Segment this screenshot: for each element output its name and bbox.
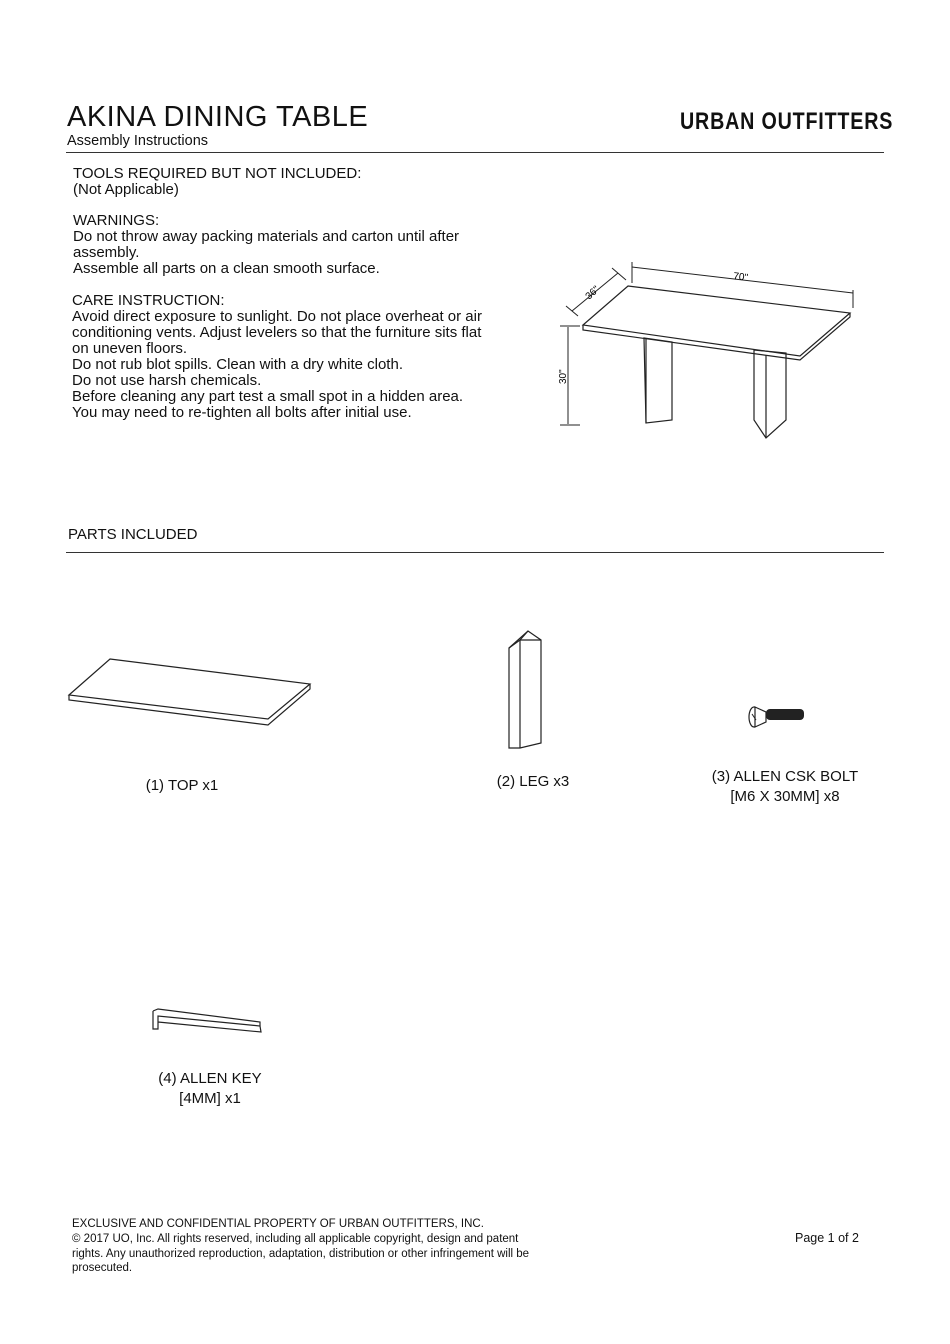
care-line: Do not use harsh chemicals. [72,372,262,389]
part-3-caption [695,767,875,807]
care-line: Before cleaning any part test a small spot in a hidden area. [72,388,464,405]
care-line: Do not rub blot spills. Clean with a dry white cloth. [72,356,403,373]
part-2-label: (2) LEG x3 [496,773,570,790]
warnings-line: assembly. [73,244,140,261]
part-3-spec: [M6 X 30MM] x8 [730,788,840,805]
allen-key-icon [153,1009,261,1032]
part-1-label: (1) TOP x1 [145,777,219,794]
footer-line: EXCLUSIVE AND CONFIDENTIAL PROPERTY OF URBAN OUTFITTERS, INC. [72,1218,484,1230]
warnings-line: Do not throw away packing materials and carton until after [73,228,460,245]
tools-value: (Not Applicable) [73,181,179,198]
leg-icon [509,631,541,748]
footer-line: © 2017 UO, Inc. All rights reserved, including all applicable copyright, design and patent [72,1232,519,1245]
footer-line: rights. Any unauthorized reproduction, adaptation, distribution or other infringement will be [72,1247,530,1260]
part-4-caption [140,1069,280,1109]
footer-legal [72,1217,572,1276]
width-label: 70" [732,271,749,284]
depth-label: 36" [583,284,602,303]
care-line: on uneven floors. [72,340,188,357]
table-top-icon [69,659,310,725]
warnings-line: Assemble all parts on a clean smooth surface. [73,260,380,277]
brand-logo: URBAN OUTFITTERS [680,108,894,135]
part-3-label: (3) ALLEN CSK BOLT [711,768,859,785]
document-subtitle: Assembly Instructions [67,133,209,149]
page-number: Page 1 of 2 [795,1231,859,1245]
parts-heading: PARTS INCLUDED [68,526,198,543]
care-line: You may need to re-tighten all bolts after initial use. [72,404,412,421]
tools-heading: TOOLS REQUIRED BUT NOT INCLUDED: [73,165,362,182]
care-line: Avoid direct exposure to sunlight. Do not place overheat or air [72,308,482,325]
height-label: 30" [558,369,569,384]
part-1-caption [132,776,232,796]
care-heading: CARE INSTRUCTION: [72,292,225,309]
part-4-label: (4) ALLEN KEY [158,1070,262,1087]
care-line: conditioning vents. Adjust levelers so that the furniture sits flat [72,324,482,341]
bolt-icon [749,707,804,727]
document-title: AKINA DINING TABLE [67,101,369,133]
part-2-caption [483,772,583,792]
warnings-heading: WARNINGS: [73,212,160,229]
part-4-spec: [4MM] x1 [179,1090,241,1107]
footer-line: prosecuted. [72,1262,133,1275]
